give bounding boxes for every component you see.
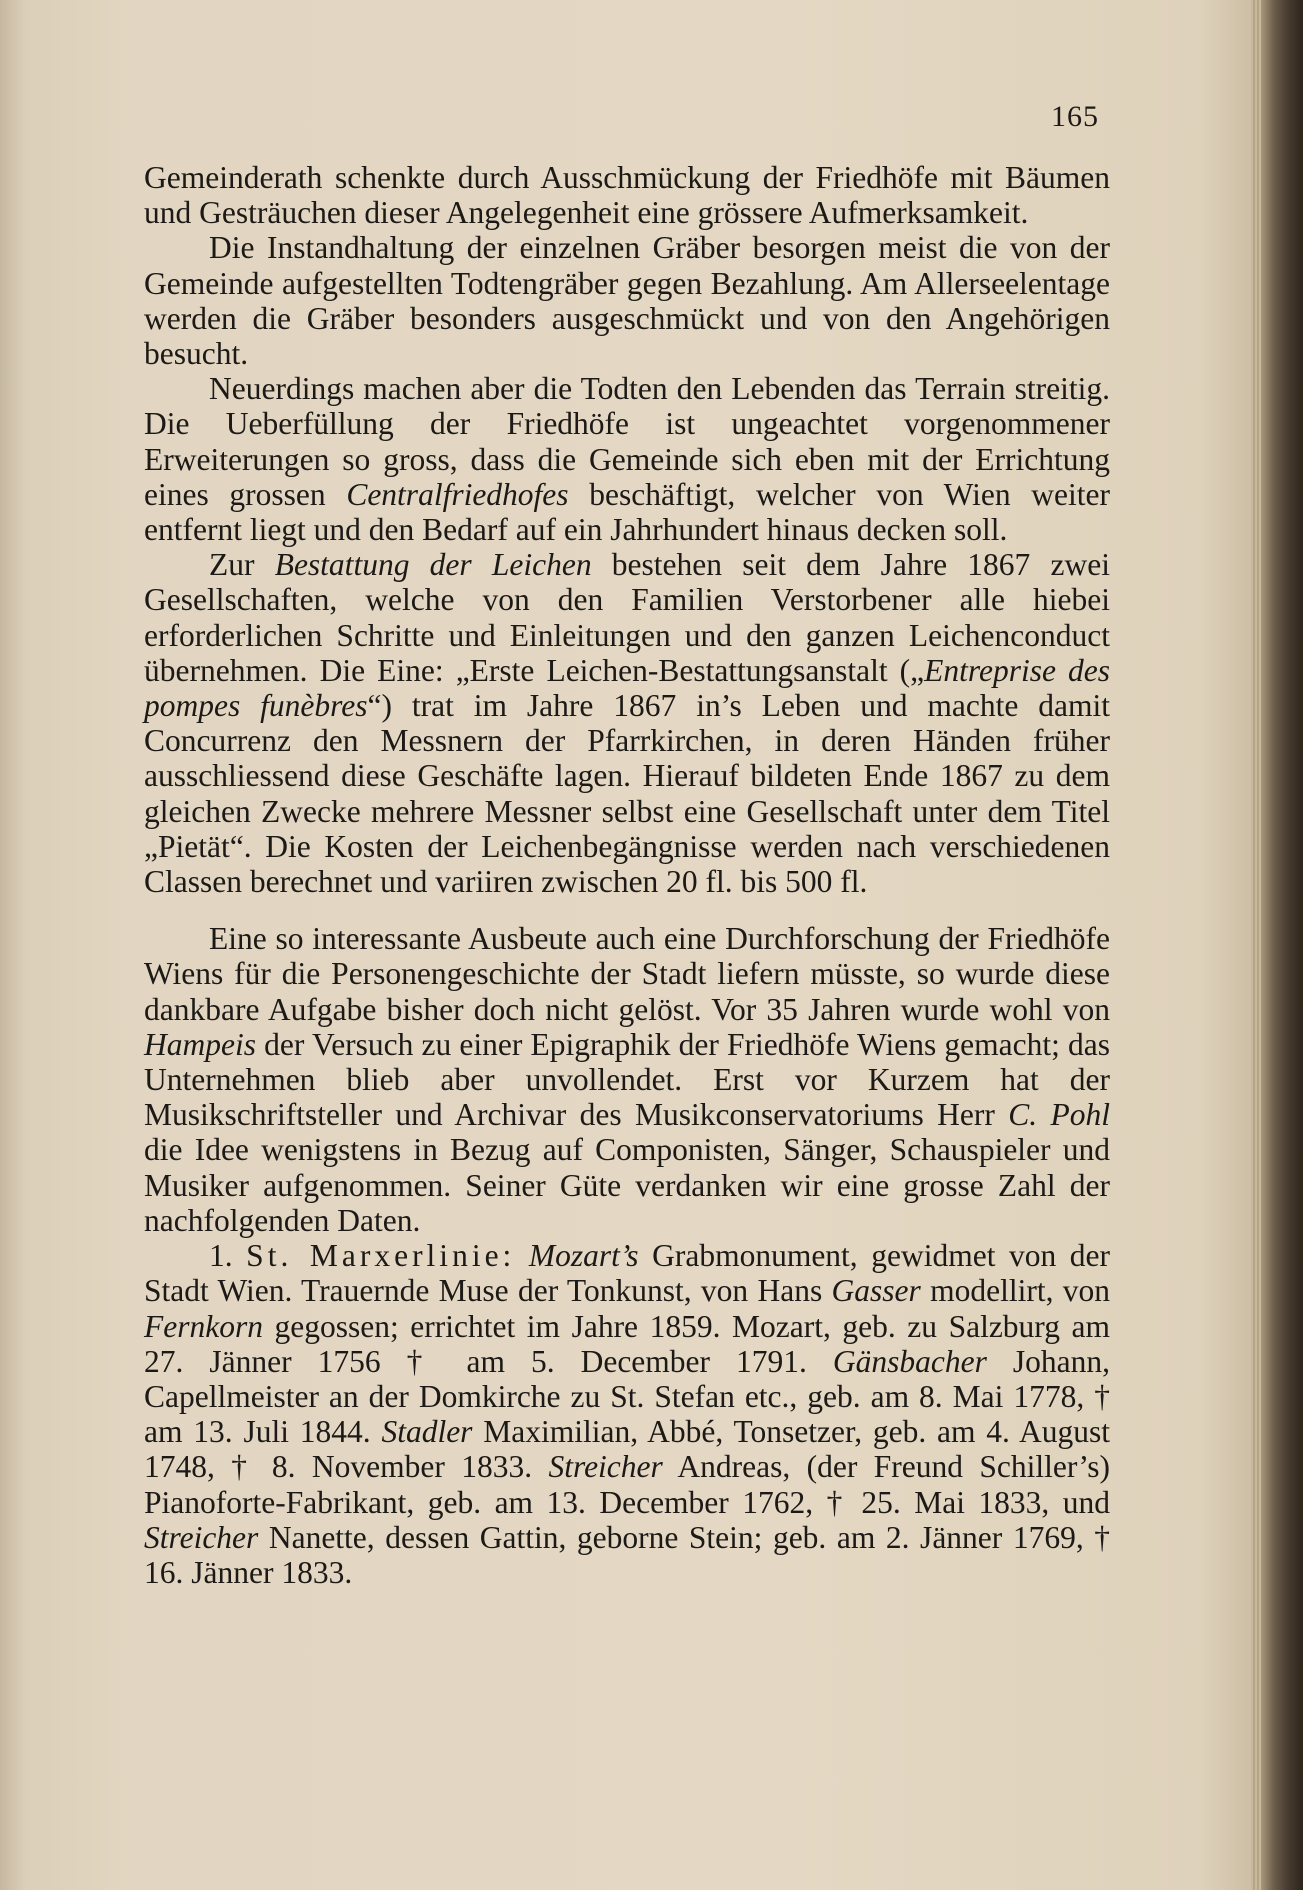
emphasis-bestattung: Bestattung der Leichen — [274, 547, 592, 583]
emphasis-mozart: Mozart’s — [528, 1238, 639, 1274]
page-number: 165 — [1051, 100, 1099, 133]
emphasis-entreprise: Entreprise des pompes funèbres — [144, 652, 1111, 724]
spaced-heading-st-marxerlinie: St. Marxerlinie: — [246, 1238, 516, 1274]
paragraph-durchforschung: Eine so interessante Ausbeute auch eine Durchforschung der Friedhöfe Wiens für die Personengeschichte der Stadt liefern müsste, so wurde diese dankbare Aufgabe bisher doch nicht gelöst. Vor 35 Jahren wurde wohl von Hampeis der Versuch zu einer Epigraphik der Friedhöfe Wiens gemacht; das Unternehmen blieb aber unvollendet. Erst vor Kurzem hat der Musikschriftsteller und Archivar des Musikconservatoriums Herr C. Pohl die Idee wenigstens in Bezug auf Componisten, Sänger, Schauspieler und Musiker aufgenommen. Seiner Güte verdanken wir eine grosse Zahl der nachfolgenden Daten. — [144, 921, 1110, 1238]
emphasis-fernkorn: Fernkorn — [144, 1308, 263, 1344]
paragraph-bestattung: Zur Bestattung der Leichen bestehen seit dem Jahre 1867 zwei Gesellschaften, welche von den Familien Verstorbener alle hiebei erforderlichen Schritte und Einleitungen und den ganzen Leichenconduct übernehmen. Die Eine: „Erste Leichen-Bestattungsanstalt („Entreprise des pompes funèbres“) trat im Jahre 1867 in’s Leben und machte damit Concurrenz den Messnern der Pfarrkirchen, in deren Händen früher ausschliessend diese Geschäfte lagen. Hierauf bildeten Ende 1867 zu dem gleichen Zwecke mehrere Messner selbst eine Gesellschaft unter dem Titel „Pietät“. Die Kosten der Leichenbegängnisse werden nach verschiedenen Classen berechnet und variiren zwischen 20 fl. bis 500 fl. — [144, 547, 1111, 900]
paragraph-st-marxerlinie: 1. St. Marxerlinie: Mozart’s Grabmonument, gewidmet von der Stadt Wien. Trauernde Muse der Tonkunst, von Hans Gasser modellirt, von Fernkorn gegossen; errichtet im Jahre 1859. Mozart, geb. zu Salzburg am 27. Jänner 1756 † am 5. December 1791. Gänsbacher Johann, Capellmeister an der Domkirche zu St. Stefan etc., geb. am 8. Mai 1778, † am 13. Juli 1844. Stadler Maximilian, Abbé, Tonsetzer, geb. am 4. August 1748, † 8. November 1833. Streicher Andreas, (der Freund Schiller’s) Pianoforte-Fabrikant, geb. am 13. December 1762, † 25. Mai 1833, und Streicher Nanette, dessen Gattin, geborne Stein; geb. am 2. Jänner 1769, † 16. Jänner 1833. — [144, 1238, 1110, 1590]
paragraph-instandhaltung: Die Instandhaltung der einzelnen Gräber besorgen meist die von der Gemeinde aufgestellten Todtengräber gegen Bezahlung. Am Allerseelentage werden die Gräber besonders ausgeschmückt und von den Angehörigen besucht. — [144, 230, 1110, 372]
emphasis-streicher-andreas: Streicher — [548, 1449, 663, 1485]
body-text — [144, 160, 1110, 1590]
paragraph-friedhoefe-schmuck: Gemeinderath schenkte durch Ausschmückung der Friedhöfe mit Bäumen und Gesträuchen dieser Angelegenheit eine grössere Aufmerksamkeit. — [144, 160, 1110, 231]
book-cover-edge — [1261, 0, 1303, 1890]
emphasis-gasser: Gasser — [831, 1273, 921, 1309]
emphasis-centralfriedhofes: Centralfriedhofes — [346, 476, 569, 512]
emphasis-gaensbacher: Gänsbacher — [832, 1343, 987, 1379]
emphasis-stadler: Stadler — [381, 1414, 473, 1450]
page-stack-edge — [1251, 0, 1261, 1890]
emphasis-pohl: C. Pohl — [1008, 1097, 1110, 1133]
paragraph-centralfriedhof: Neuerdings machen aber die Todten den Lebenden das Terrain streitig. Die Ueberfüllung der Friedhöfe ist ungeachtet vorgenommener Erweiterungen so gross, dass die Gemeinde sich eben mit der Errichtung eines grossen Centralfriedhofes beschäftigt, welcher von Wien weiter entfernt liegt und den Bedarf auf ein Jahrhundert hinaus decken soll. — [144, 371, 1111, 548]
emphasis-hampeis: Hampeis — [144, 1026, 256, 1062]
emphasis-streicher-nanette: Streicher — [144, 1519, 259, 1555]
